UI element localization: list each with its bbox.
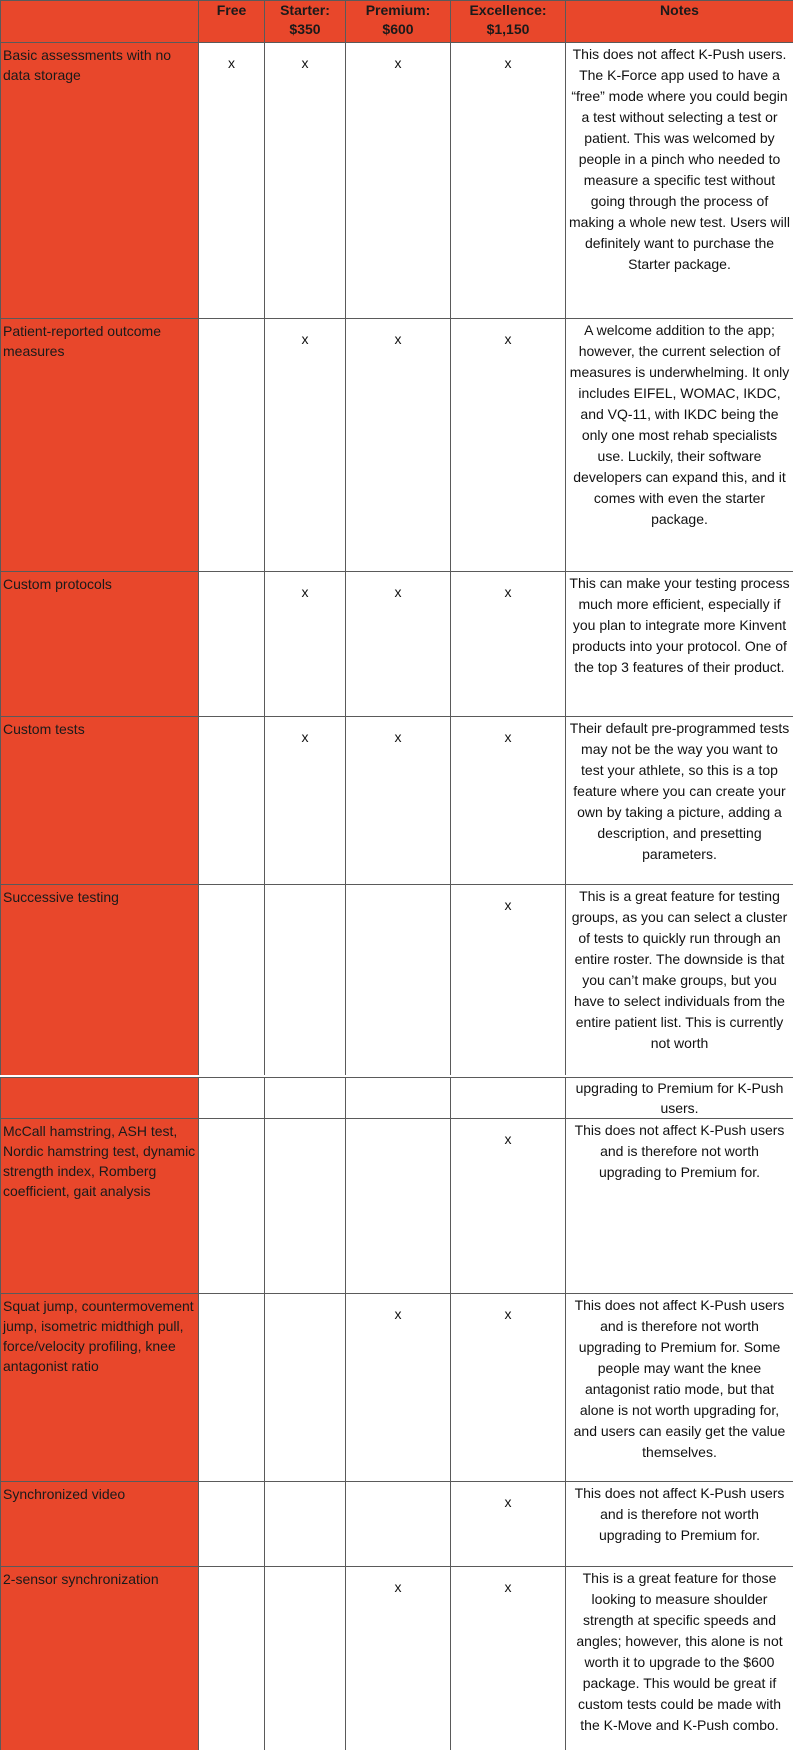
excellence-mark: x bbox=[451, 1294, 566, 1482]
premium-mark: x bbox=[346, 43, 451, 319]
excellence-mark: x bbox=[451, 572, 566, 717]
free-mark bbox=[199, 1294, 265, 1482]
notes-cell: This is a great feature for testing groups, as you can select a cluster of tests to quickly run through an entire roster. The downside is that you can’t make groups, but you have to select individuals from the entire patient list. This is currently not worth bbox=[566, 885, 794, 1078]
table-row bbox=[1, 1567, 794, 1750]
notes-cell: This does not affect K-Push users and is therefore not worth upgrading to Premium for. bbox=[566, 1119, 794, 1294]
header-feature bbox=[1, 1, 199, 43]
premium-mark bbox=[346, 1119, 451, 1294]
starter-mark bbox=[265, 1482, 346, 1567]
notes-cell: This does not affect K-Push users. The K-Force app used to have a “free” mode where you could begin a test without selecting a test or patient. This was welcomed by people in a pinch who needed to measure a specific test without going through the process of making a whole new test. Users will definitely want to purchase the Starter package. bbox=[566, 43, 794, 319]
header-free: Free bbox=[199, 1, 265, 43]
header-premium: Premium: $600 bbox=[346, 1, 451, 43]
premium-mark: x bbox=[346, 572, 451, 717]
excellence-mark: x bbox=[451, 319, 566, 572]
table-row bbox=[1, 1294, 794, 1482]
starter-mark bbox=[265, 1567, 346, 1750]
header-starter: Starter: $350 bbox=[265, 1, 346, 43]
table-row bbox=[1, 319, 794, 572]
starter-mark: x bbox=[265, 717, 346, 885]
table-row bbox=[1, 572, 794, 717]
free-mark: x bbox=[199, 43, 265, 319]
free-mark bbox=[199, 717, 265, 885]
premium-mark: x bbox=[346, 1567, 451, 1750]
starter-mark bbox=[265, 1294, 346, 1482]
comparison-table-bottom bbox=[0, 1077, 793, 1750]
excellence-mark: x bbox=[451, 43, 566, 319]
excellence-mark: x bbox=[451, 1482, 566, 1567]
pricing-table-continued bbox=[0, 1077, 793, 1750]
free-mark bbox=[199, 885, 265, 1078]
feature-cell: Custom protocols bbox=[1, 572, 199, 717]
feature-cell: Synchronized video bbox=[1, 1482, 199, 1567]
notes-cell: Their default pre-programmed tests may not be the way you want to test your athlete, so this is a top feature where you can create your own by taking a picture, adding a description, and presetting parameters. bbox=[566, 717, 794, 885]
free-mark bbox=[199, 1078, 265, 1119]
premium-mark: x bbox=[346, 1294, 451, 1482]
starter-mark: x bbox=[265, 572, 346, 717]
feature-cell: Squat jump, countermovement jump, isometric midthigh pull, force/velocity profiling, knee antagonist ratio bbox=[1, 1294, 199, 1482]
excellence-mark: x bbox=[451, 885, 566, 1078]
free-mark bbox=[199, 1567, 265, 1750]
table-row bbox=[1, 885, 794, 1078]
starter-mark bbox=[265, 885, 346, 1078]
free-mark bbox=[199, 572, 265, 717]
notes-cell: A welcome addition to the app; however, the current selection of measures is underwhelming. It only includes EIFEL, WOMAC, IKDC, and VQ-11, with IKDC being the only one most rehab specialists use. Luckily, their software developers can expand this, and it comes with even the starter package. bbox=[566, 319, 794, 572]
notes-cell: This is a great feature for those looking to measure shoulder strength at specific speeds and angles; however, this alone is not worth it to upgrade to the $600 package. This would be great if custom tests could be made with the K-Move and K-Push combo. bbox=[566, 1567, 794, 1750]
starter-mark: x bbox=[265, 319, 346, 572]
excellence-mark bbox=[451, 1078, 566, 1119]
header-excellence: Excellence: $1,150 bbox=[451, 1, 566, 43]
table-row bbox=[1, 717, 794, 885]
table-row bbox=[1, 1119, 794, 1294]
starter-mark bbox=[265, 1078, 346, 1119]
feature-cell: Custom tests bbox=[1, 717, 199, 885]
starter-mark bbox=[265, 1119, 346, 1294]
free-mark bbox=[199, 1482, 265, 1567]
notes-cell: This does not affect K-Push users and is therefore not worth upgrading to Premium for. bbox=[566, 1482, 794, 1567]
feature-cell: Successive testing bbox=[1, 885, 199, 1078]
free-mark bbox=[199, 1119, 265, 1294]
feature-cell: Basic assessments with no data storage bbox=[1, 43, 199, 319]
free-mark bbox=[199, 319, 265, 572]
excellence-mark: x bbox=[451, 717, 566, 885]
excellence-mark: x bbox=[451, 1567, 566, 1750]
table-row bbox=[1, 43, 794, 319]
feature-cell: McCall hamstring, ASH test, Nordic hamstring test, dynamic strength index, Romberg coefficient, gait analysis bbox=[1, 1119, 199, 1294]
feature-cell bbox=[1, 1078, 199, 1119]
notes-cell: This can make your testing process much more efficient, especially if you plan to integrate more Kinvent products into your protocol. One of the top 3 features of their product. bbox=[566, 572, 794, 717]
header-notes: Notes bbox=[566, 1, 794, 43]
premium-mark bbox=[346, 885, 451, 1078]
feature-cell: 2-sensor synchronization bbox=[1, 1567, 199, 1750]
header-row bbox=[1, 1, 794, 43]
premium-mark: x bbox=[346, 717, 451, 885]
table-row bbox=[1, 1078, 794, 1119]
table-row bbox=[1, 1482, 794, 1567]
premium-mark bbox=[346, 1078, 451, 1119]
starter-mark: x bbox=[265, 43, 346, 319]
excellence-mark: x bbox=[451, 1119, 566, 1294]
notes-cell: upgrading to Premium for K-Push users. bbox=[566, 1078, 794, 1119]
feature-cell: Patient-reported outcome measures bbox=[1, 319, 199, 572]
premium-mark: x bbox=[346, 319, 451, 572]
premium-mark bbox=[346, 1482, 451, 1567]
notes-cell: This does not affect K-Push users and is therefore not worth upgrading to Premium for. Some people may want the knee antagonist ratio mode, but that alone is not worth upgrading for, and users can easily get the value themselves. bbox=[566, 1294, 794, 1482]
